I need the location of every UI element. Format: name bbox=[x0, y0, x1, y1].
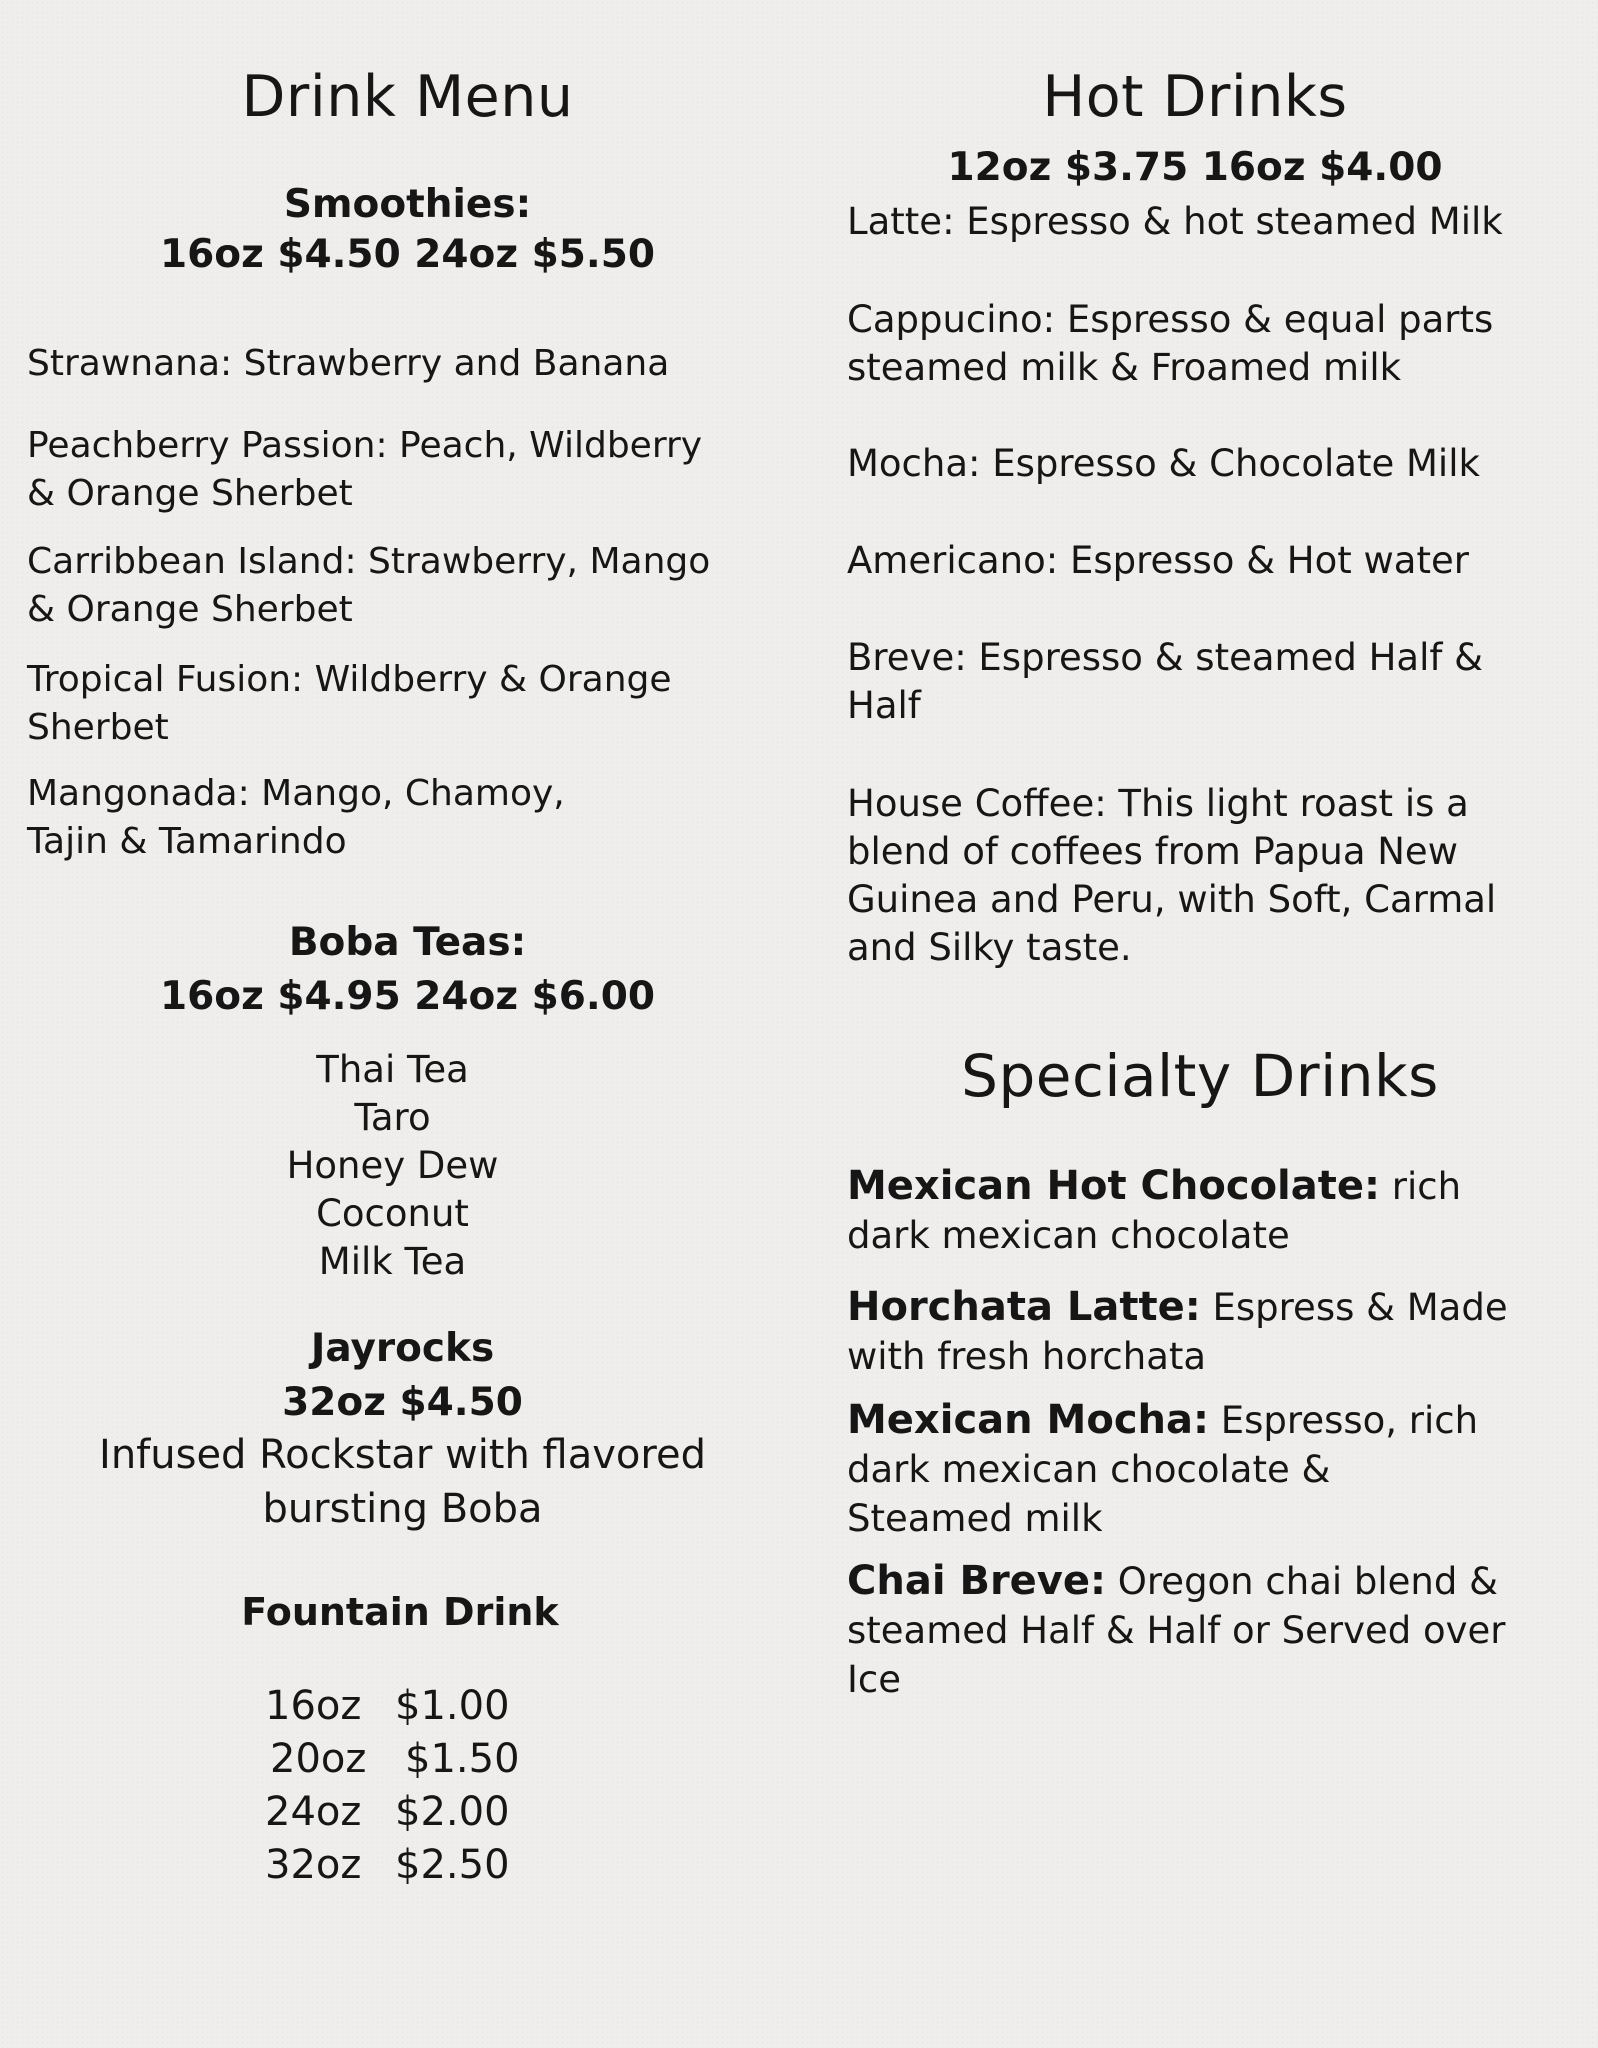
boba-flavor: Coconut bbox=[316, 1192, 469, 1235]
hot-item-line: Latte: Espresso & hot steamed Milk bbox=[847, 200, 1503, 243]
smoothie-item-line: Sherbet bbox=[27, 707, 169, 748]
specialty-item-line bbox=[847, 1557, 1506, 1606]
specialty-item-line: Steamed milk bbox=[847, 1497, 1103, 1540]
hot-item-latte bbox=[847, 198, 1503, 246]
fountain-price: $2.50 bbox=[395, 1842, 510, 1888]
jayrocks-desc-line: Infused Rockstar with flavored bbox=[99, 1432, 706, 1478]
specialty-item-horchata-latte bbox=[847, 1283, 1508, 1381]
specialty-item-line: with fresh horchata bbox=[847, 1335, 1207, 1378]
hot-item-house-coffee bbox=[847, 780, 1496, 972]
fountain-row bbox=[265, 1786, 520, 1839]
specialty-item-line bbox=[847, 1162, 1461, 1211]
smoothie-item-peachberry bbox=[27, 422, 702, 518]
hot-item-breve bbox=[847, 634, 1483, 730]
smoothie-item-mangonada bbox=[27, 770, 565, 866]
fountain-price: $2.00 bbox=[395, 1789, 510, 1835]
fountain-price: $1.50 bbox=[405, 1736, 520, 1782]
smoothie-item-carribbean bbox=[27, 538, 710, 634]
smoothie-item-strawnana bbox=[27, 340, 669, 388]
specialty-drinks-title: Specialty Drinks bbox=[961, 1042, 1439, 1110]
specialty-item-desc: Espress & Made bbox=[1200, 1286, 1508, 1329]
hot-item-line: steamed milk & Froamed milk bbox=[847, 346, 1402, 389]
jayrocks-price: 32oz $4.50 bbox=[282, 1380, 523, 1425]
jayrocks-heading: Jayrocks bbox=[310, 1326, 495, 1371]
specialty-item-line: dark mexican chocolate bbox=[847, 1214, 1290, 1257]
smoothies-heading: Smoothies: bbox=[283, 182, 532, 227]
boba-flavor: Honey Dew bbox=[286, 1144, 499, 1187]
fountain-size: 16oz bbox=[265, 1683, 362, 1729]
specialty-item-desc: Espresso, rich bbox=[1209, 1399, 1479, 1442]
smoothie-item-line: Peachberry Passion: Peach, Wildberry bbox=[27, 425, 703, 466]
specialty-item-name: Mexican Hot Chocolate: bbox=[847, 1163, 1381, 1209]
jayrocks-desc-line: bursting Boba bbox=[262, 1486, 543, 1532]
hot-item-line: Breve: Espresso & steamed Half & bbox=[847, 636, 1483, 679]
specialty-item-mexican-hot-chocolate bbox=[847, 1162, 1461, 1260]
smoothie-item-tropical bbox=[27, 656, 672, 752]
fountain-price: $1.00 bbox=[395, 1683, 510, 1729]
hot-item-line: Cappucino: Espresso & equal parts bbox=[847, 298, 1494, 341]
specialty-item-desc: Oregon chai blend & bbox=[1106, 1560, 1498, 1603]
fountain-row bbox=[265, 1839, 520, 1892]
smoothie-item-line: Strawnana: Strawberry and Banana bbox=[27, 343, 670, 384]
hot-item-line: House Coffee: This light roast is a bbox=[847, 782, 1469, 825]
smoothie-item-line: Carribbean Island: Strawberry, Mango bbox=[27, 541, 711, 582]
smoothies-prices: 16oz $4.50 24oz $5.50 bbox=[160, 232, 655, 277]
jayrocks-description bbox=[40, 1428, 765, 1536]
specialty-item-line bbox=[847, 1283, 1508, 1332]
boba-heading: Boba Teas: bbox=[288, 920, 527, 965]
fountain-price-table bbox=[265, 1680, 520, 1892]
specialty-item-mexican-mocha bbox=[847, 1396, 1478, 1543]
fountain-size: 32oz bbox=[265, 1842, 362, 1888]
smoothie-item-line: Tropical Fusion: Wildberry & Orange bbox=[27, 659, 672, 700]
fountain-row bbox=[265, 1680, 520, 1733]
boba-flavor: Milk Tea bbox=[318, 1240, 467, 1283]
drink-menu-title: Drink Menu bbox=[241, 64, 574, 130]
hot-drinks-prices: 12oz $3.75 16oz $4.00 bbox=[947, 145, 1443, 190]
hot-item-line: Mocha: Espresso & Chocolate Milk bbox=[847, 442, 1480, 485]
hot-item-line: and Silky taste. bbox=[847, 926, 1132, 969]
specialty-item-desc: rich bbox=[1380, 1165, 1462, 1208]
fountain-size: 20oz bbox=[270, 1736, 367, 1782]
specialty-item-name: Mexican Mocha: bbox=[847, 1397, 1210, 1443]
boba-flavor: Taro bbox=[354, 1096, 431, 1139]
boba-flavor-list bbox=[200, 1046, 585, 1286]
hot-item-line: Guinea and Peru, with Soft, Carmal bbox=[847, 878, 1497, 921]
specialty-item-line bbox=[847, 1396, 1478, 1445]
boba-prices: 16oz $4.95 24oz $6.00 bbox=[160, 974, 655, 1019]
specialty-item-line: Ice bbox=[847, 1658, 902, 1701]
hot-item-americano bbox=[847, 537, 1469, 585]
fountain-size: 24oz bbox=[265, 1789, 362, 1835]
hot-item-line: Americano: Espresso & Hot water bbox=[847, 539, 1469, 582]
smoothie-item-line: & Orange Sherbet bbox=[27, 589, 353, 630]
hot-item-mocha bbox=[847, 440, 1480, 488]
smoothie-item-line: Tajin & Tamarindo bbox=[27, 821, 347, 862]
specialty-item-name: Chai Breve: bbox=[847, 1558, 1107, 1604]
smoothie-item-line: & Orange Sherbet bbox=[27, 473, 353, 514]
hot-item-cappucino bbox=[847, 296, 1493, 392]
hot-item-line: blend of coffees from Papua New bbox=[847, 830, 1458, 873]
fountain-row bbox=[265, 1733, 520, 1786]
specialty-item-chai-breve bbox=[847, 1557, 1506, 1704]
boba-flavor: Thai Tea bbox=[316, 1048, 469, 1091]
specialty-item-line: dark mexican chocolate & bbox=[847, 1448, 1331, 1491]
smoothie-item-line: Mangonada: Mango, Chamoy, bbox=[27, 773, 565, 814]
hot-drinks-title: Hot Drinks bbox=[1042, 64, 1348, 130]
specialty-item-line: steamed Half & Half or Served over bbox=[847, 1609, 1506, 1652]
fountain-heading: Fountain Drink bbox=[241, 1590, 559, 1634]
hot-item-line: Half bbox=[847, 684, 921, 727]
specialty-item-name: Horchata Latte: bbox=[847, 1284, 1201, 1330]
